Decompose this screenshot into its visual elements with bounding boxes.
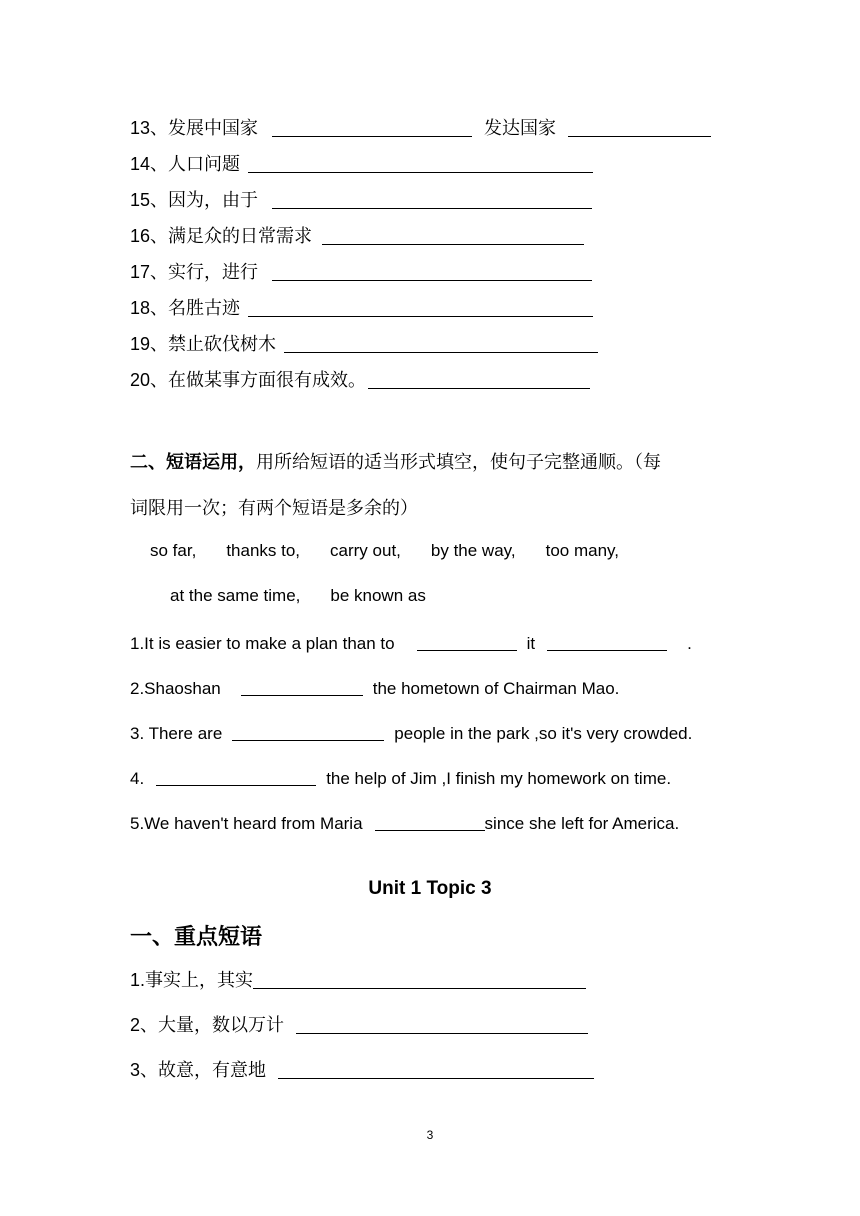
exercise-text: 5.We haven't heard from Maria	[130, 814, 363, 833]
exercise-text: 2.Shaoshan	[130, 679, 221, 698]
vocab-item-14	[130, 150, 593, 176]
vocab-text: 13、发展中国家	[130, 118, 259, 138]
section-heading	[130, 448, 661, 474]
exercise-text: 3. There are	[130, 724, 223, 743]
section-heading-text: 用所给短语的适当形式填空，使句子完整通顺。（每	[256, 452, 661, 472]
phrase: by the way,	[430, 541, 516, 560]
answer-blank[interactable]	[272, 190, 592, 209]
phrase: so far,	[150, 541, 197, 560]
phrase-bank-row-1	[150, 541, 649, 561]
exercise-1	[130, 628, 692, 654]
vocab-item-16	[130, 222, 584, 248]
phrase: at the same time,	[170, 586, 301, 605]
answer-blank[interactable]	[248, 298, 593, 317]
answer-blank[interactable]	[322, 226, 584, 245]
vocab-text: 1.事实上，其实	[130, 970, 254, 990]
answer-blank[interactable]	[241, 677, 363, 696]
vocab-item-18	[130, 294, 593, 320]
answer-blank[interactable]	[547, 632, 667, 651]
unit-title: Unit 1 Topic 3	[368, 878, 492, 899]
vocab-item-17	[130, 258, 592, 284]
vocab-bottom-1	[130, 966, 586, 992]
vocab-item-19	[130, 330, 598, 356]
answer-blank[interactable]	[248, 154, 593, 173]
exercise-text: it	[526, 634, 536, 653]
answer-blank[interactable]	[253, 970, 586, 989]
answer-blank[interactable]	[568, 118, 711, 137]
phrase: thanks to,	[226, 541, 301, 560]
answer-blank[interactable]	[375, 812, 485, 831]
vocab-item-15	[130, 186, 592, 212]
answer-blank[interactable]	[368, 370, 590, 389]
answer-blank[interactable]	[417, 632, 517, 651]
answer-blank[interactable]	[232, 722, 384, 741]
exercise-text: since she left for America.	[484, 814, 680, 833]
exercise-text: the hometown of Chairman Mao.	[372, 679, 620, 698]
answer-blank[interactable]	[296, 1015, 588, 1034]
vocab-text: 18、名胜古迹	[130, 298, 241, 318]
exercise-2	[130, 673, 619, 699]
vocab-text: 15、因为，由于	[130, 190, 259, 210]
phrase-bank-row-2	[170, 586, 456, 606]
exercise-4	[130, 763, 671, 789]
section-heading-bold: 二、短语运用，	[130, 452, 256, 472]
exercise-text: .	[687, 634, 692, 653]
exercise-text: 4.	[130, 769, 145, 788]
vocab-item-20	[130, 366, 590, 392]
vocab-text: 14、人口问题	[130, 154, 241, 174]
answer-blank[interactable]	[156, 767, 316, 786]
vocab-bottom-3	[130, 1056, 594, 1082]
vocab-text: 3、故意，有意地	[130, 1060, 267, 1080]
vocab-item-13	[130, 114, 711, 140]
page-number: 3	[426, 1128, 434, 1142]
phrase: too many,	[545, 541, 620, 560]
exercise-5	[130, 808, 679, 834]
phrase: be known as	[330, 586, 426, 605]
phrase: carry out,	[330, 541, 401, 560]
vocab-text: 20、在做某事方面很有成效。	[130, 370, 367, 390]
answer-blank[interactable]	[272, 118, 472, 137]
exercise-3	[130, 718, 692, 744]
vocab-text: 17、实行，进行	[130, 262, 259, 282]
answer-blank[interactable]	[284, 334, 598, 353]
section-heading-key-phrases: 一、重点短语	[130, 924, 263, 949]
section-heading-line2: 词限用一次；有两个短语是多余的）	[130, 498, 418, 518]
answer-blank[interactable]	[272, 262, 592, 281]
vocab-text-2: 发达国家	[484, 118, 557, 138]
vocab-text: 19、禁止砍伐树木	[130, 334, 277, 354]
vocab-text: 2、大量，数以万计	[130, 1015, 285, 1035]
vocab-text: 16、满足众的日常需求	[130, 226, 313, 246]
exercise-text: people in the park ,so it's very crowded.	[394, 724, 693, 743]
exercise-text: 1.It is easier to make a plan than to	[130, 634, 395, 653]
answer-blank[interactable]	[278, 1060, 594, 1079]
vocab-bottom-2	[130, 1011, 588, 1037]
exercise-text: the help of Jim ,I finish my homework on time.	[326, 769, 672, 788]
